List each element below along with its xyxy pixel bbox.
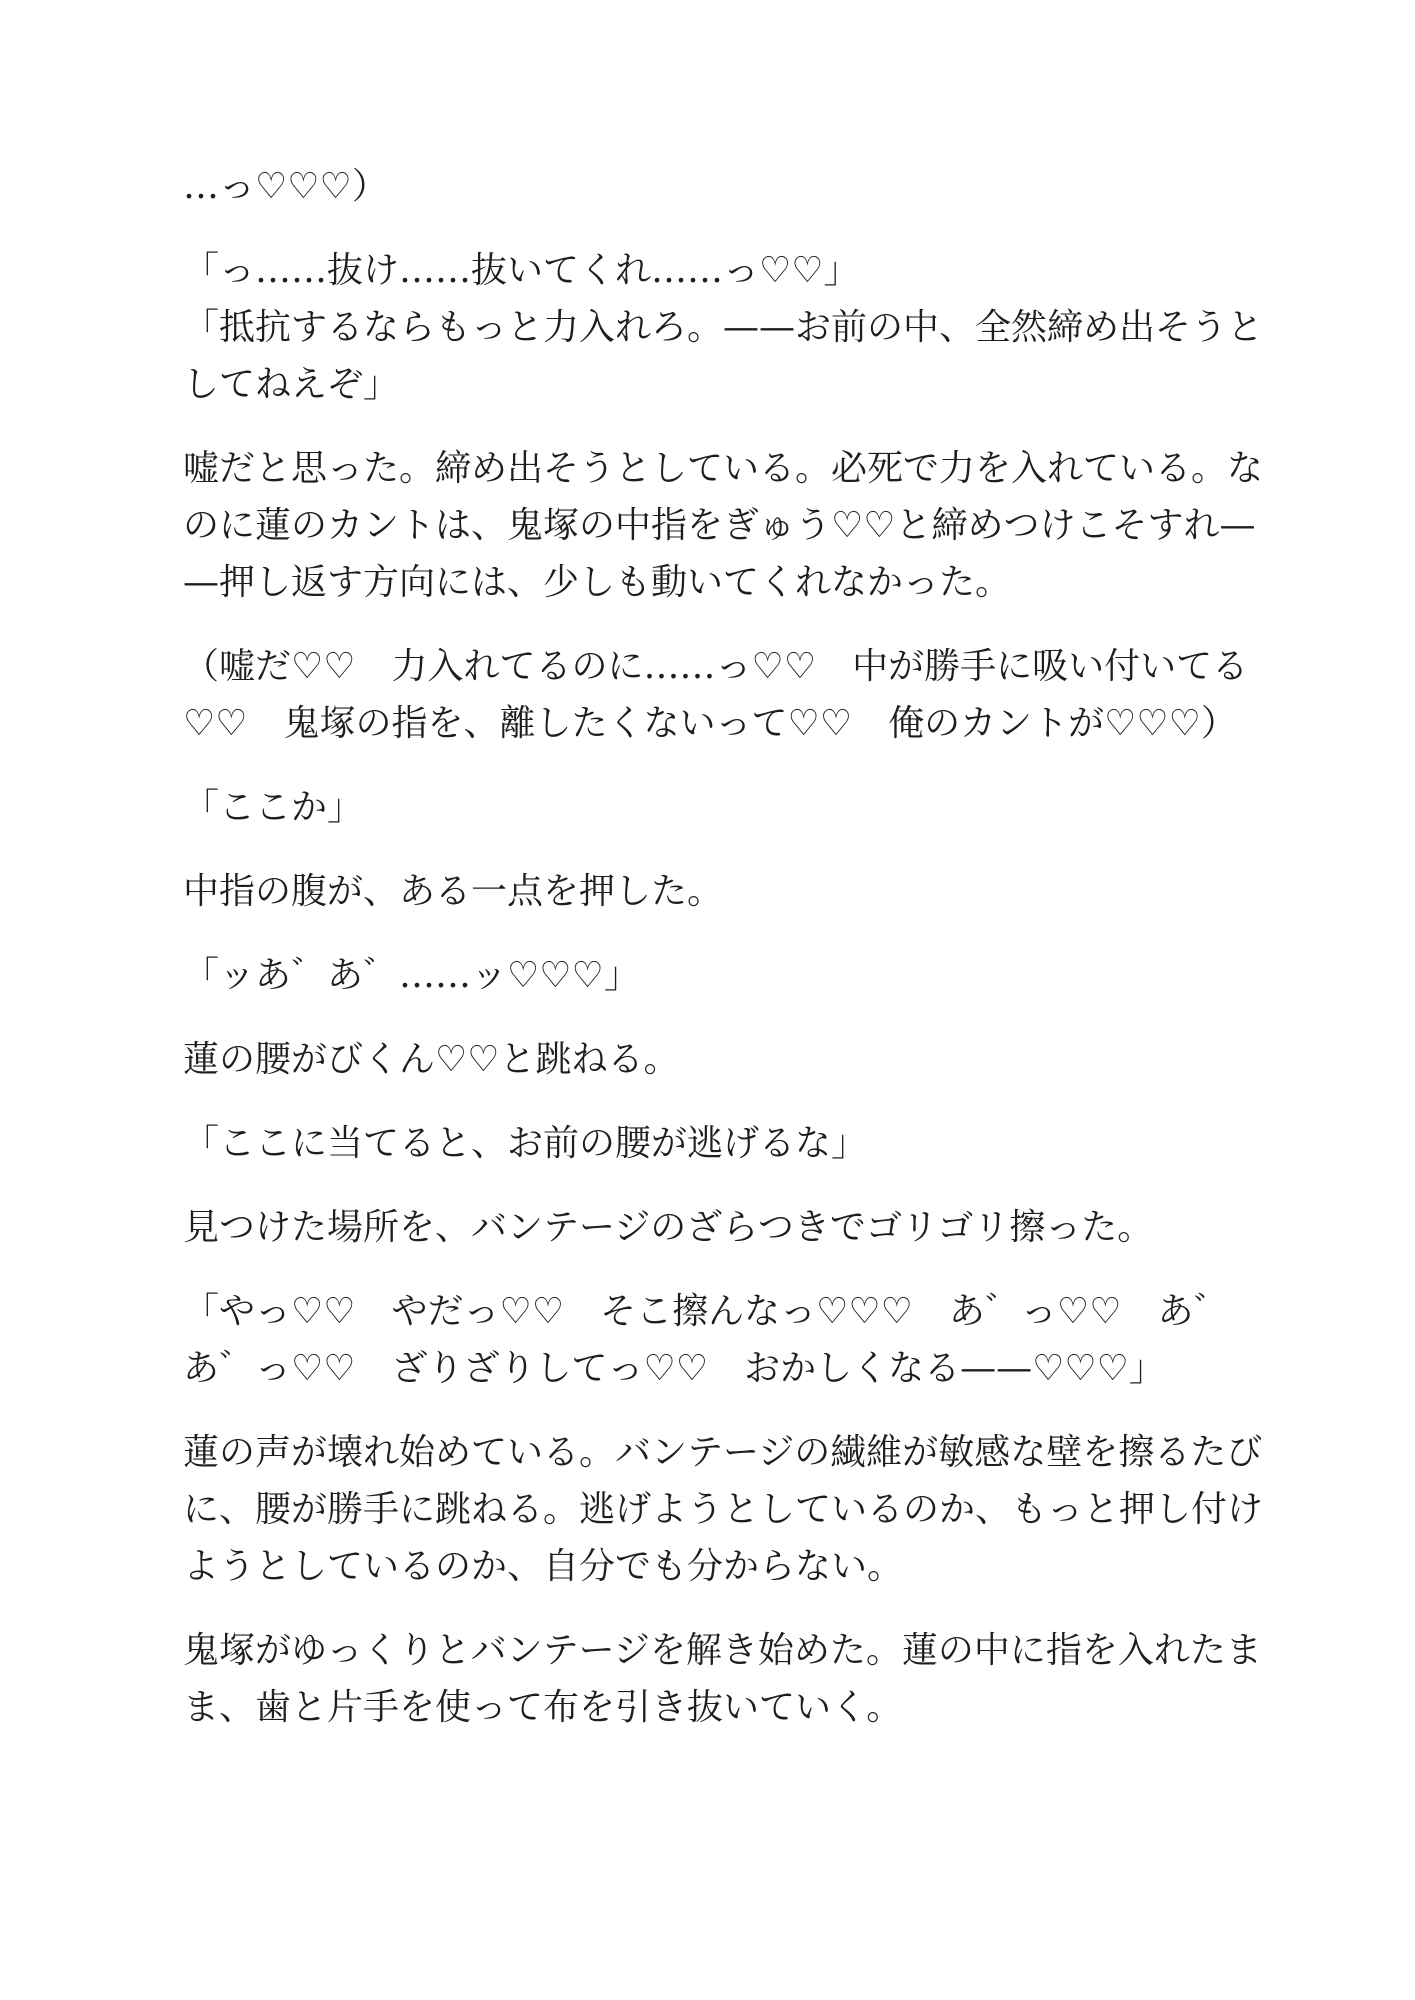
paragraph	[183, 947, 1268, 1004]
text-line: 嘘だと思った。締め出そうとしている。必死で力を入れている。な	[183, 448, 1264, 489]
paragraph	[183, 863, 1268, 920]
text-line: 蓮の声が壊れ始めている。バンテージの繊維が敏感な壁を擦るたび	[183, 1432, 1263, 1473]
text-line: してねえぞ」	[183, 364, 400, 405]
paragraph	[183, 242, 1268, 413]
text-line: （嘘だ♡♡ 力入れてるのに……っ♡♡ 中が勝手に吸い付いてる	[183, 646, 1249, 687]
text-line: 鬼塚がゆっくりとバンテージを解き始めた。蓮の中に指を入れたま	[183, 1630, 1262, 1671]
paragraph	[183, 1031, 1268, 1088]
paragraph	[183, 1622, 1268, 1736]
text-line: …っ♡♡♡）	[183, 166, 388, 207]
paragraph	[183, 779, 1268, 836]
text-line: ようとしているのか、自分でも分からない。	[183, 1546, 904, 1587]
paragraph	[183, 1424, 1268, 1595]
text-line: ま、歯と片手を使って布を引き抜いていく。	[183, 1687, 903, 1728]
text-line: 中指の腹が、ある一点を押した。	[183, 871, 724, 912]
text-line: —押し返す方向には、少しも動いてくれなかった。	[183, 562, 1012, 603]
text-line: に、腰が勝手に跳ねる。逃げようとしているのか、もっと押し付け	[183, 1489, 1264, 1530]
paragraph	[183, 440, 1268, 611]
text-line: 見つけた場所を、バンテージのざらつきでゴリゴリ擦った。	[183, 1207, 1154, 1248]
text-line: 蓮の腰がびくん♡♡と跳ねる。	[183, 1039, 680, 1080]
text-line: のに蓮のカントは、鬼塚の中指をぎゅう♡♡と締めつけこそすれ—	[183, 505, 1256, 546]
text-line: 「ッあ゛あ゛……ッ♡♡♡」	[183, 955, 640, 996]
text-line: 「やっ♡♡ やだっ♡♡ そこ擦んなっ♡♡♡ あ゛っ♡♡ あ゛	[183, 1291, 1230, 1332]
text-line: 「ここか」	[183, 787, 364, 828]
paragraph	[183, 1115, 1268, 1172]
paragraph	[183, 638, 1268, 752]
text-line: ♡♡ 鬼塚の指を、離したくないって♡♡ 俺のカントが♡♡♡）	[183, 703, 1237, 744]
paragraph	[183, 1199, 1268, 1256]
paragraph	[183, 1283, 1268, 1397]
text-line: 「抵抗するならもっと力入れろ。——お前の中、全然締め出そうと	[183, 307, 1264, 348]
text-line: 「ここに当てると、お前の腰が逃げるな」	[183, 1123, 868, 1164]
text-body	[183, 158, 1268, 1763]
paragraph	[183, 158, 1268, 215]
text-line: 「っ……抜け……抜いてくれ……っ♡♡」	[183, 250, 860, 291]
text-line: あ゛っ♡♡ ざりざりしてっ♡♡ おかしくなる——♡♡♡」	[183, 1348, 1165, 1389]
